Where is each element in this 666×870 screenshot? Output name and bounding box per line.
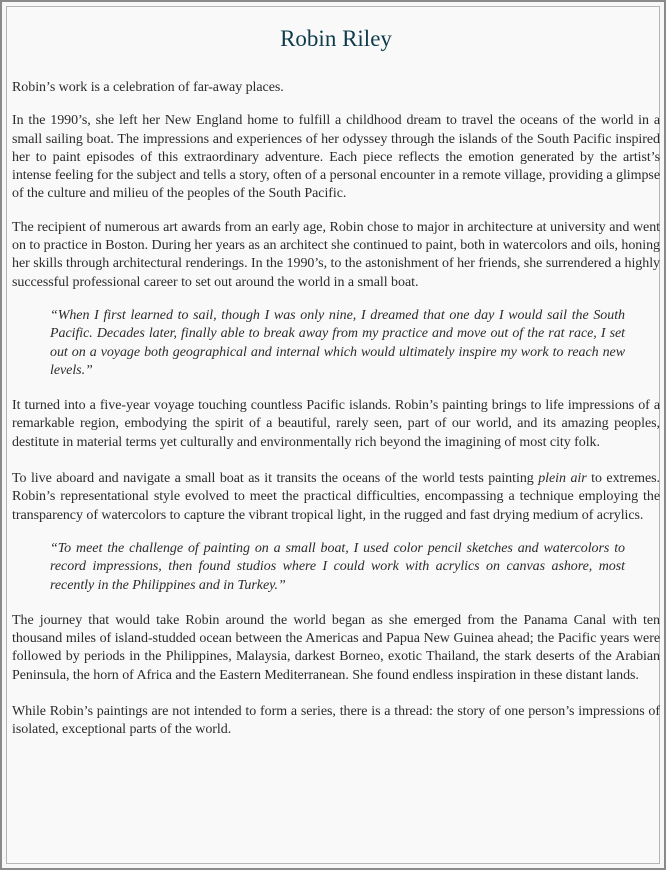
paragraph-2: The recipient of numerous art awards from an early age, Robin chose to major in architecture at university and went on to practice in Boston. During her years as an architect she continued to paint, both in watercolors and oils, honing her skills through architectural renderings. In the 1990’s, to the astonishment of her friends, she surrendered a highly successful professional career to set out around the world in a small boat. (12, 219, 660, 290)
paragraph-3: It turned into a five-year voyage touching countless Pacific islands. Robin’s painting brings to life impressions of a remarkable region, embodying the spirit of a beautiful, rarely seen, part of our world, and its amazing peoples, destitute in material terms yet culturally and environmentally rich beyond the imagining of most city folk. (12, 398, 660, 450)
paragraph-4-italic-phrase: plein air (538, 471, 587, 487)
quote-1: “When I first learned to sail, though I was only nine, I dreamed that one day I would sail the South Pacific. Decades later, finally able to break away from my practice and move out of the rat race, I set out on a voyage both geographical and internal which would ultimately inspire my work to reach new levels.” (50, 307, 625, 378)
page-title: Robin Riley (280, 26, 392, 51)
quote-2: “To meet the challenge of painting on a small boat, I used color pencil sketches and watercolors to record impressions, then found studios where I could work with acrylics on canvas ashore, most recently in the Philippines and in Turkey.” (50, 540, 625, 593)
paragraph-4-text-start: To live aboard and navigate a small boat as it transits the oceans of the world tests painting (12, 471, 539, 487)
paragraph-5: The journey that would take Robin around the world began as she emerged from the Panama Canal with ten thousand miles of island-studded ocean between the Americas and Papua New Guinea ahead; the Pacific years were followed by periods in the Philippines, Malaysia, darkest Borneo, exotic Thailand, the stark deserts of the Arabian Peninsula, the horn of Africa and the Eastern Mediterranean. She found endless inspiration in these distant lands. (12, 612, 660, 683)
article-content (12, 25, 660, 740)
intro-paragraph: Robin’s work is a celebration of far-away places. (12, 80, 284, 95)
text-box (6, 6, 660, 864)
paragraph-4-text-end: to extremes. Robin’s representational style evolved to meet the practical difficulties, encompassing a technique employing the transparency of watercolors to capture the vibrant tropical light, in the rugged and fast drying medium of acrylics. (12, 471, 661, 523)
paragraph-6: While Robin’s paintings are not intended to form a series, there is a thread: the story of one person’s impressions of isolated, exceptional parts of the world. (12, 704, 660, 738)
paragraph-1: In the 1990’s, she left her New England home to fulfill a childhood dream to travel the oceans of the world in a small sailing boat. The impressions and experiences of her odyssey through the islands of the South Pacific inspired her to paint episodes of this extraordinary adventure. Each piece reflects the emotion generated by the artist’s intense feeling for the subject and tells a story, often of a personal encounter in a remote village, providing a glimpse of the culture and milieu of the peoples of the South Pacific. (12, 113, 660, 202)
paragraph-4 (12, 470, 660, 525)
